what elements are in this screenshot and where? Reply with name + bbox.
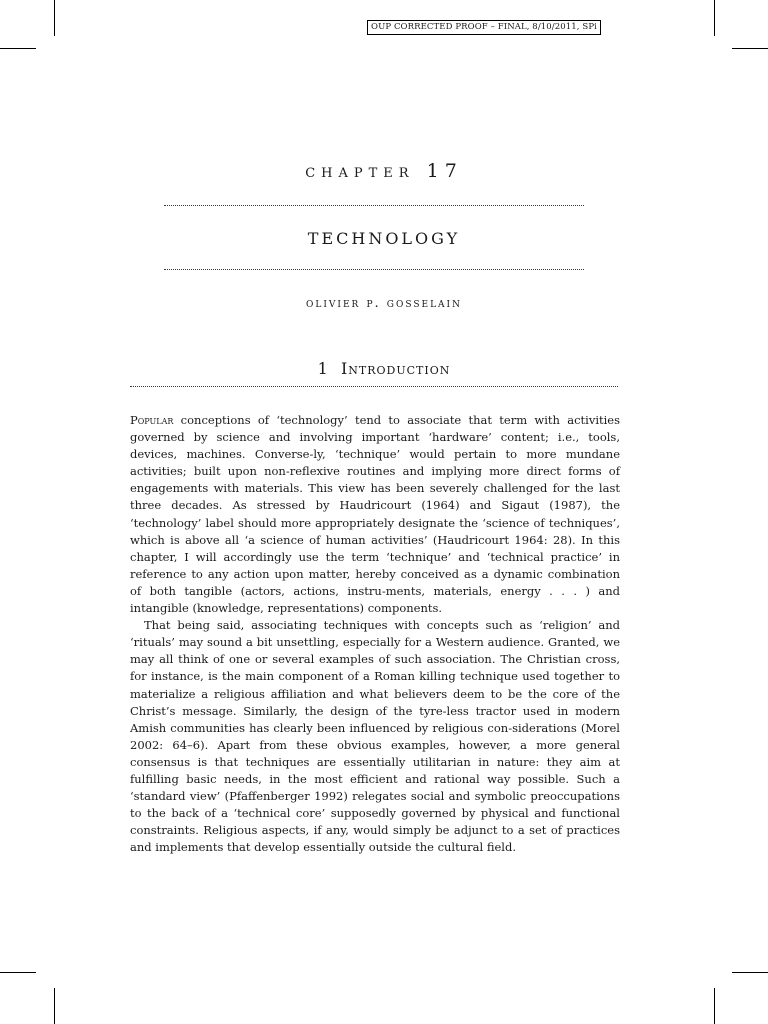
crop-mark	[54, 0, 55, 36]
paragraph-lead: Popular	[130, 413, 174, 427]
chapter-title: technology	[307, 224, 461, 250]
paragraph	[130, 412, 620, 617]
divider	[130, 386, 618, 387]
crop-mark	[54, 988, 55, 1024]
crop-mark	[714, 988, 715, 1024]
paragraph: That being said, associating techniques with concepts such as ‘religion’ and ‘rituals’ may sound a bit unsettling, especially for a Western audience. Granted, we may all think of one or several examples of such association. The Christian cross, for instance, is the main component of a Roman killing technique used together to materialize a religious affiliation and what believers deem to be the core of the Christ’s message. Similarly, the design of the tyre-less tractor used in modern Amish communities has clearly been influenced by religious con-siderations (Morel 2002: 64–6). Apart from these obvious examples, however, a more general consensus is that techniques are essentially utilitarian in nature: they aim at fulfilling basic needs, in the most efficient and rational way possible. Such a ‘standard view’ (Pfaffenberger 1992) relegates social and symbolic preoccupations to the back of a ‘technical core’ supposedly governed by physical and functional constraints. Religious aspects, if any, would simply be adjunct to a set of practices and implements that develop essentially outside the cultural field.	[130, 618, 620, 855]
crop-mark	[714, 0, 715, 36]
crop-mark	[732, 48, 768, 49]
section-number: 1	[317, 359, 329, 378]
crop-mark	[732, 972, 768, 973]
proof-stamp: OUP CORRECTED PROOF – FINAL, 8/10/2011, SPi	[367, 20, 601, 35]
section-heading	[0, 359, 768, 378]
divider	[164, 269, 584, 270]
crop-mark	[0, 972, 36, 973]
author-name: olivier p. gosselain	[306, 296, 462, 311]
crop-mark	[0, 48, 36, 49]
body-text	[130, 412, 620, 856]
divider	[164, 205, 584, 206]
chapter-label: chapter 17	[305, 160, 463, 182]
paragraph-text: conceptions of ‘technology’ tend to associate that term with activities governed by science and involving important ‘hardware’ content; i.e., tools, devices, machines. Converse-ly, ‘technique’ would pertain to more mundane activities; built upon non-reflexive routines and implying more direct forms of engagements with materials. This view has been severely challenged for the last three decades. As stressed by Haudricourt (1964) and Sigaut (1987), the ‘technology’ label should more appropriately designate the ‘science of techniques’, which is above all ‘a science of human activities’ (Haudricourt 1964: 28). In this chapter, I will accordingly use the term ‘technique’ and ‘technical practice’ in reference to any action upon matter, hereby conceived as a dynamic combination of both tangible (actors, actions, instru-ments, materials, energy . . . ) and intangible (knowledge, representations) components.	[130, 413, 620, 616]
section-title: Introduction	[340, 359, 451, 378]
